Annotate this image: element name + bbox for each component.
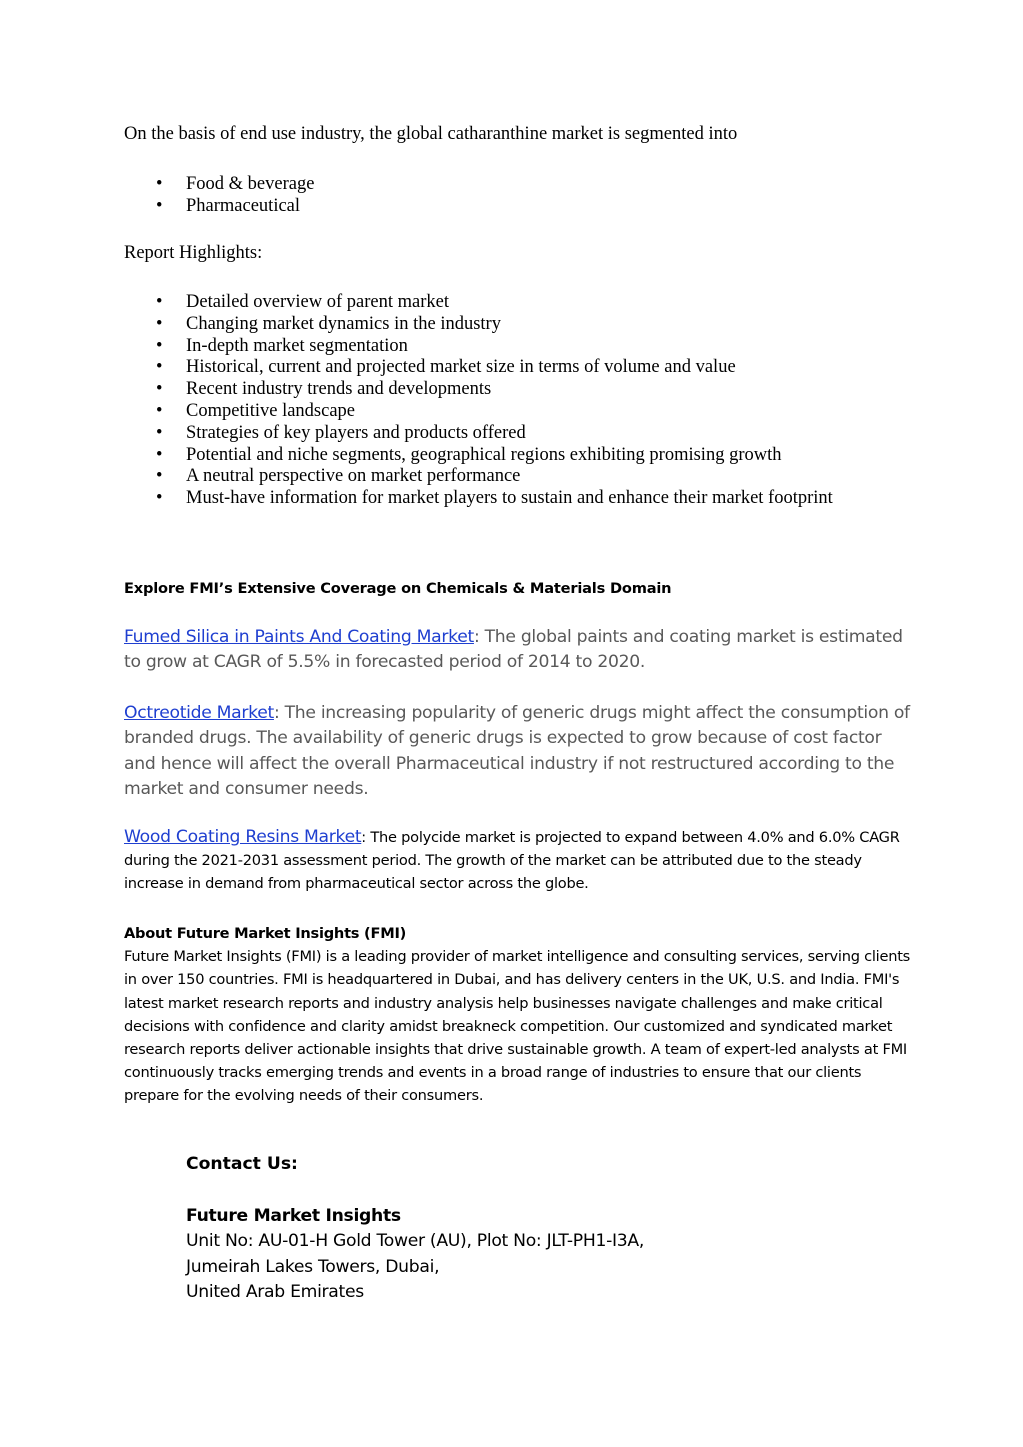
list-item: • Competitive landscape	[124, 401, 833, 423]
company-name: Future Market Insights	[186, 1206, 401, 1226]
list-item: • Food & beverage	[124, 174, 314, 196]
about-body: Future Market Insights (FMI) is a leading provider of market intelligence and consulting services, serving clients in over 150 countries. FMI is headquartered in Dubai, and has delivery centers in the UK, U.S. and India. FMI's latest market research reports and industry analysis help businesses navigate challenges and make critical decisions with confidence and clarity amidst breakneck competition. Our customized and syndicated market research reports deliver actionable insights that drive sustainable growth. A team of expert-led analysts at FMI continuously tracks emerging trends and events in a broad range of industries to ensure that our clients prepare for the evolving needs of their consumers.	[124, 948, 911, 1105]
octreotide-link[interactable]: Octreotide Market	[124, 703, 274, 723]
related-text: : The global paints and coating market is estimated to grow at CAGR of 5.5% in forecasted period of 2014 to 2020.	[124, 627, 903, 673]
about-heading: About Future Market Insights (FMI)	[124, 925, 407, 942]
related-paragraph-octreotide	[124, 701, 914, 802]
about-section	[124, 922, 914, 1108]
list-item: • Pharmaceutical	[124, 196, 314, 218]
explore-heading: Explore FMI’s Extensive Coverage on Chemicals & Materials Domain	[124, 580, 672, 597]
list-item: • Must-have information for market players to sustain and enhance their market footprint	[124, 488, 833, 510]
related-paragraph-fumed-silica	[124, 625, 914, 676]
list-item: • Strategies of key players and products offered	[124, 423, 833, 445]
address-line: Unit No: AU-01-H Gold Tower (AU), Plot No: JLT-PH1-I3A,	[186, 1231, 645, 1252]
list-item: • Potential and niche segments, geographical regions exhibiting promising growth	[124, 445, 833, 467]
list-item: • A neutral perspective on market performance	[124, 466, 833, 488]
list-item: • Recent industry trends and developments	[124, 379, 833, 401]
fumed-silica-link[interactable]: Fumed Silica in Paints And Coating Market	[124, 627, 474, 647]
highlights-list	[124, 292, 833, 510]
list-item: • Changing market dynamics in the industry	[124, 314, 833, 336]
contact-block	[186, 1204, 644, 1305]
highlights-heading: Report Highlights:	[124, 243, 263, 263]
list-item: • Historical, current and projected market size in terms of volume and value	[124, 357, 833, 379]
related-text: : The polycide market is projected to expand between 4.0% and 6.0% CAGR during the 2021-2031 assessment period. The growth of the market can be attributed due to the steady increase in demand from pharmaceutical sector across the globe.	[124, 829, 900, 893]
segment-list	[124, 174, 314, 218]
address-line: United Arab Emirates	[186, 1281, 364, 1302]
intro-paragraph: On the basis of end use industry, the global catharanthine market is segmented into	[124, 124, 738, 144]
list-item: • Detailed overview of parent market	[124, 292, 833, 314]
related-text: : The increasing popularity of generic drugs might affect the consumption of branded drugs. The availability of generic drugs is expected to grow because of cost factor and hence will affect the overall Pharmaceutical industry if not restructured according to the market and consumer needs.	[124, 703, 910, 799]
list-item: • In-depth market segmentation	[124, 336, 833, 358]
wood-coating-resins-link[interactable]: Wood Coating Resins Market	[124, 827, 362, 847]
related-paragraph-wood-coating	[124, 826, 914, 896]
contact-heading: Contact Us:	[186, 1154, 298, 1174]
address-line: Jumeirah Lakes Towers, Dubai,	[186, 1256, 440, 1277]
